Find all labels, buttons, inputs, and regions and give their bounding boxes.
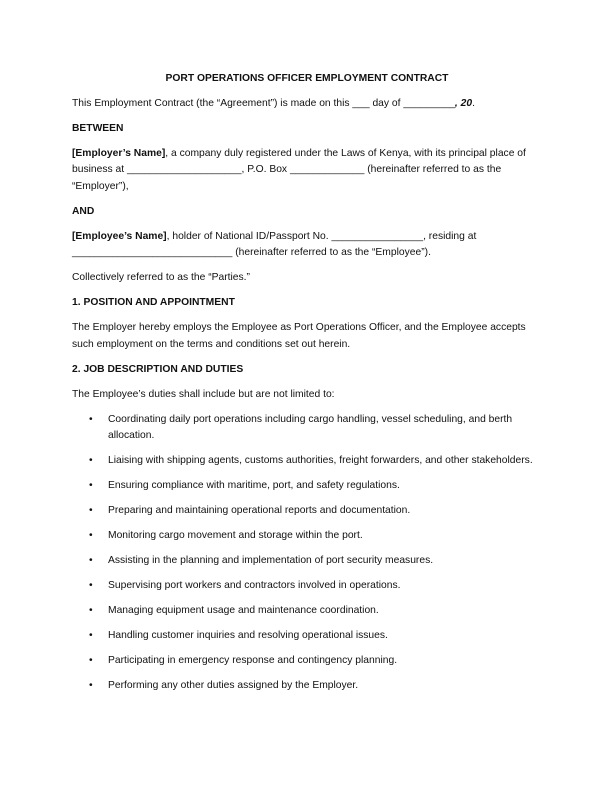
list-item-text: Monitoring cargo movement and storage within the port. (108, 530, 363, 541)
bullet-icon: • (89, 655, 93, 666)
list-item-text: Ensuring compliance with maritime, port, and safety regulations. (108, 480, 400, 491)
list-item-text: Liaising with shipping agents, customs authorities, freight forwarders, and other stakeholders. (108, 455, 533, 466)
section-2-heading: 2. JOB DESCRIPTION AND DUTIES (72, 363, 244, 375)
bullet-icon: • (89, 455, 93, 466)
list-item-text: Supervising port workers and contractors involved in operations. (108, 580, 401, 591)
employer-name-placeholder: [Employer’s Name] (72, 147, 166, 159)
between-label: BETWEEN (72, 122, 124, 134)
bullet-icon: • (89, 580, 93, 591)
bullet-icon: • (89, 530, 93, 541)
list-item-text: Preparing and maintaining operational reports and documentation. (108, 505, 411, 516)
intro-text: This Employment Contract (the “Agreement”) is made on this ___ day of _________ (72, 97, 455, 109)
employee-paragraph (72, 229, 542, 262)
list-item-text: Participating in emergency response and contingency planning. (108, 655, 398, 666)
list-item-text: Assisting in the planning and implementation of port security measures. (108, 555, 434, 566)
employer-text: , a company duly registered under the Laws of Kenya, with its principal place of business at ____________________, P.O. Box _____________ (hereinafter referred to as the “Employer”), (72, 147, 526, 192)
list-item (72, 503, 542, 520)
bullet-icon: • (89, 480, 93, 491)
list-item (72, 678, 542, 695)
list-item-text: Performing any other duties assigned by the Employer. (108, 680, 359, 691)
parties-paragraph: Collectively referred to as the “Parties.” (72, 272, 250, 283)
list-item-text: Handling customer inquiries and resolving operational issues. (108, 630, 388, 641)
list-item (72, 528, 542, 545)
bullet-icon: • (89, 505, 93, 516)
list-item-text: Managing equipment usage and maintenance coordination. (108, 605, 379, 616)
list-item (72, 453, 542, 470)
bullet-icon: • (89, 630, 93, 641)
document-title: PORT OPERATIONS OFFICER EMPLOYMENT CONTRACT (165, 73, 449, 84)
section-1-body: The Employer hereby employs the Employee as Port Operations Officer, and the Employee accepts such employment on the terms and conditions set out herein. (72, 322, 526, 350)
list-item (72, 603, 542, 620)
list-item (72, 553, 542, 570)
list-item (72, 653, 542, 670)
bullet-icon: • (89, 413, 93, 425)
list-item-text: Coordinating daily port operations including cargo handling, vessel scheduling, and berth allocation. (108, 413, 513, 441)
document-content (72, 71, 542, 703)
list-item (72, 412, 542, 445)
list-item (72, 578, 542, 595)
and-label: AND (72, 205, 95, 217)
employer-paragraph (72, 146, 542, 196)
intro-year: , 20 (454, 97, 473, 109)
list-item (72, 628, 542, 645)
bullet-icon: • (89, 555, 93, 566)
list-item (72, 478, 542, 495)
bullet-icon: • (89, 680, 93, 691)
bullet-icon: • (89, 605, 93, 616)
intro-end: . (472, 97, 475, 109)
duties-list (72, 412, 542, 695)
intro-paragraph (72, 96, 542, 113)
section-1-heading: 1. POSITION AND APPOINTMENT (72, 297, 235, 308)
section-2-intro: The Employee’s duties shall include but are not limited to: (72, 388, 335, 400)
employee-text: , holder of National ID/Passport No. ________________, residing at ____________________________ (hereinafter referred to as the “Employee”). (72, 230, 477, 258)
employee-name-placeholder: [Employee’s Name] (72, 230, 167, 242)
